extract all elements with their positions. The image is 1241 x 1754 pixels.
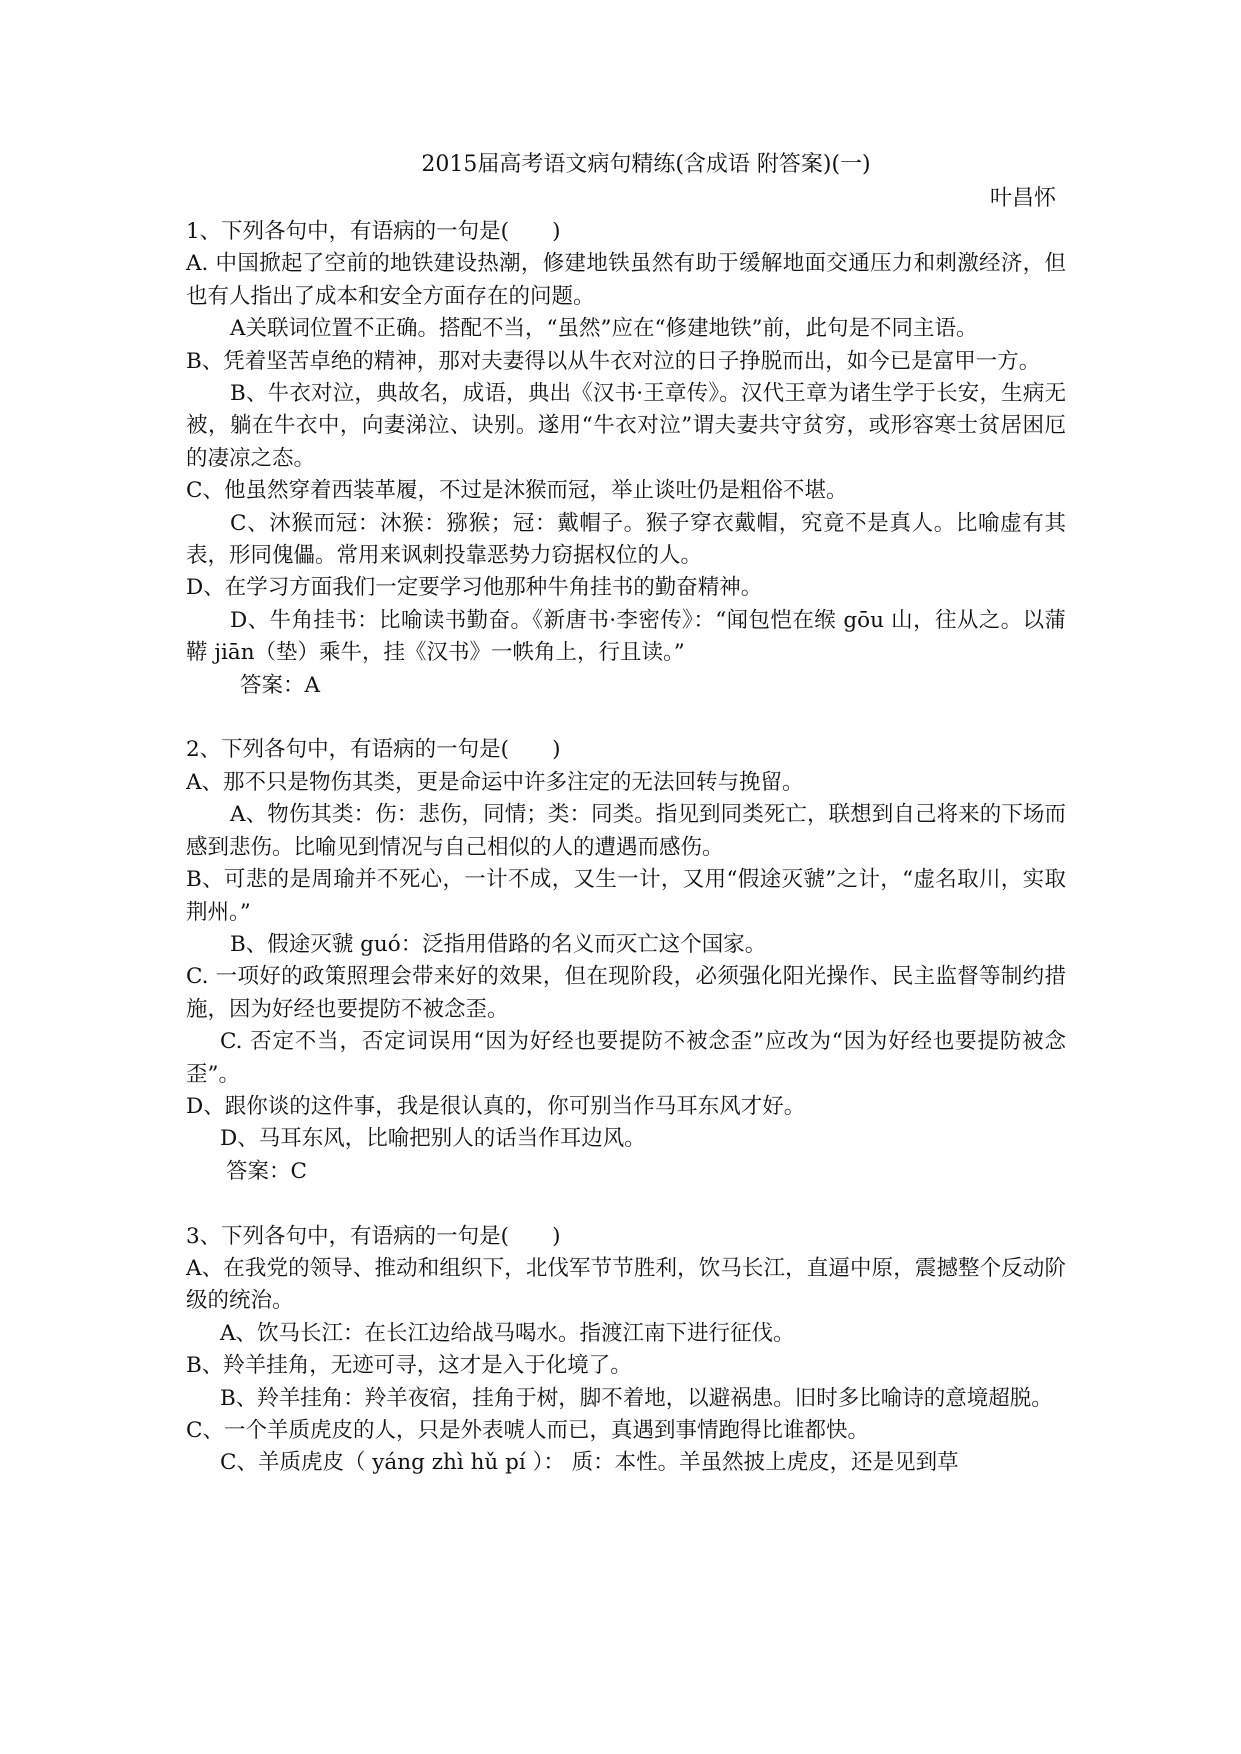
q2-explanation-b: B、假途灭虢 guó：泛指用借路的名义而灭亡这个国家。 [230,931,767,957]
question-2-stem: 2、下列各句中，有语病的一句是( ) [186,737,561,763]
q2-option-a: A、那不只是物伤其类，更是命运中许多注定的无法回转与挽留。 [186,769,804,795]
q3-option-b: B、羚羊挂角，无迹可寻，这才是入于化境了。 [186,1353,632,1379]
q3-option-a: A、在我党的领导、推动和组织下，北伐军节节胜利，饮马长江，直逼中原，震撼整个反动阶级的统治。 [186,1255,1066,1314]
q3-explanation-b: B、羚羊挂角：羚羊夜宿，挂角于树，脚不着地，以避祸患。旧时多比喻诗的意境超脱。 [220,1385,1053,1411]
q1-option-a: A. 中国掀起了空前的地铁建设热潮，修建地铁虽然有助于缓解地面交通压力和刺激经济，但也有人指出了成本和安全方面存在的问题。 [186,251,1066,309]
q1-answer: 答案：A [240,672,321,698]
q1-option-d: D、在学习方面我们一定要学习他那种牛角挂书的勤奋精神。 [186,575,763,601]
q3-explanation-c: C、羊质虎皮（ yáng zhì hǔ pí ）： 质：本性。羊虽然披上虎皮，还是见到草 [220,1450,959,1476]
q1-explanation-b: B、牛衣对泣，典故名，成语，典出《汉书·王章传》。汉代王章为诸生学于长安，生病无被，躺在牛衣中，向妻涕泣、诀别。遂用“牛衣对泣”谓夫妻共守贫穷，或形容寒士贫居困厄的凄凉之态。 [186,381,1066,471]
q2-option-d: D、跟你谈的这件事，我是很认真的，你可别当作马耳东风才好。 [186,1093,806,1119]
spacer [186,1188,1066,1220]
q3-option-c: C、一个羊质虎皮的人，只是外表唬人而已，真遇到事情跑得比谁都快。 [186,1418,869,1443]
q1-option-c: C、他虽然穿着西装革履，不过是沐猴而冠，举止谈吐仍是粗俗不堪。 [186,478,848,504]
q2-explanation-d: D、马耳东风，比喻把别人的话当作耳边风。 [220,1126,646,1152]
q2-explanation-c: C. 否定不当，否定词误用“因为好经也要提防不被念歪”应改为“因为好经也要提防被念歪”。 [186,1029,1066,1087]
document-author: 叶昌怀 [989,186,1056,211]
q2-option-b: B、可悲的是周瑜并不死心，一计不成，又生一计，又用“假途灭虢”之计，“虚名取川，实取荆州。” [186,867,1066,925]
q2-explanation-a: A、物伤其类：伤：悲伤，同情；类：同类。指见到同类死亡，联想到自己将来的下场而感到悲伤。比喻见到情况与自己相似的人的遭遇而感伤。 [186,802,1066,860]
document-page [186,148,1066,1480]
spacer [186,702,1066,734]
q1-explanation-d: D、牛角挂书：比喻读书勤奋。《新唐书·李密传》：“闻包恺在缑 gōu 山，往从之。以蒲鞯 jiān（垫）乘牛，挂《汉书》一帙角上，行且读。” [186,607,1066,666]
q2-answer: 答案：C [226,1158,307,1184]
question-3-stem: 3、下列各句中，有语病的一句是( ) [186,1223,561,1249]
q3-explanation-a: A、饮马长江：在长江边给战马喝水。指渡江南下进行征伐。 [220,1320,795,1346]
q1-option-b: B、凭着坚苦卓绝的精神，那对夫妻得以从牛衣对泣的日子挣脱而出，如今已是富甲一方。 [186,348,1041,374]
q2-option-c: C. 一项好的政策照理会带来好的效果，但在现阶段，必须强化阳光操作、民主监督等制约措施，因为好经也要提防不被念歪。 [186,964,1066,1022]
question-1-stem: 1、下列各句中，有语病的一句是( ) [186,219,561,244]
q1-explanation-a: A关联词位置不正确。搭配不当，“虽然”应在“修建地铁”前，此句是不同主语。 [230,316,978,342]
q1-explanation-c: C、沐猴而冠：沐猴：猕猴；冠：戴帽子。猴子穿衣戴帽，究竟不是真人。比喻虚有其表，形同傀儡。常用来讽刺投靠恶势力窃据权位的人。 [186,510,1066,569]
document-title: 2015届高考语文病句精练(含成语 附答案)(一) [421,152,871,177]
